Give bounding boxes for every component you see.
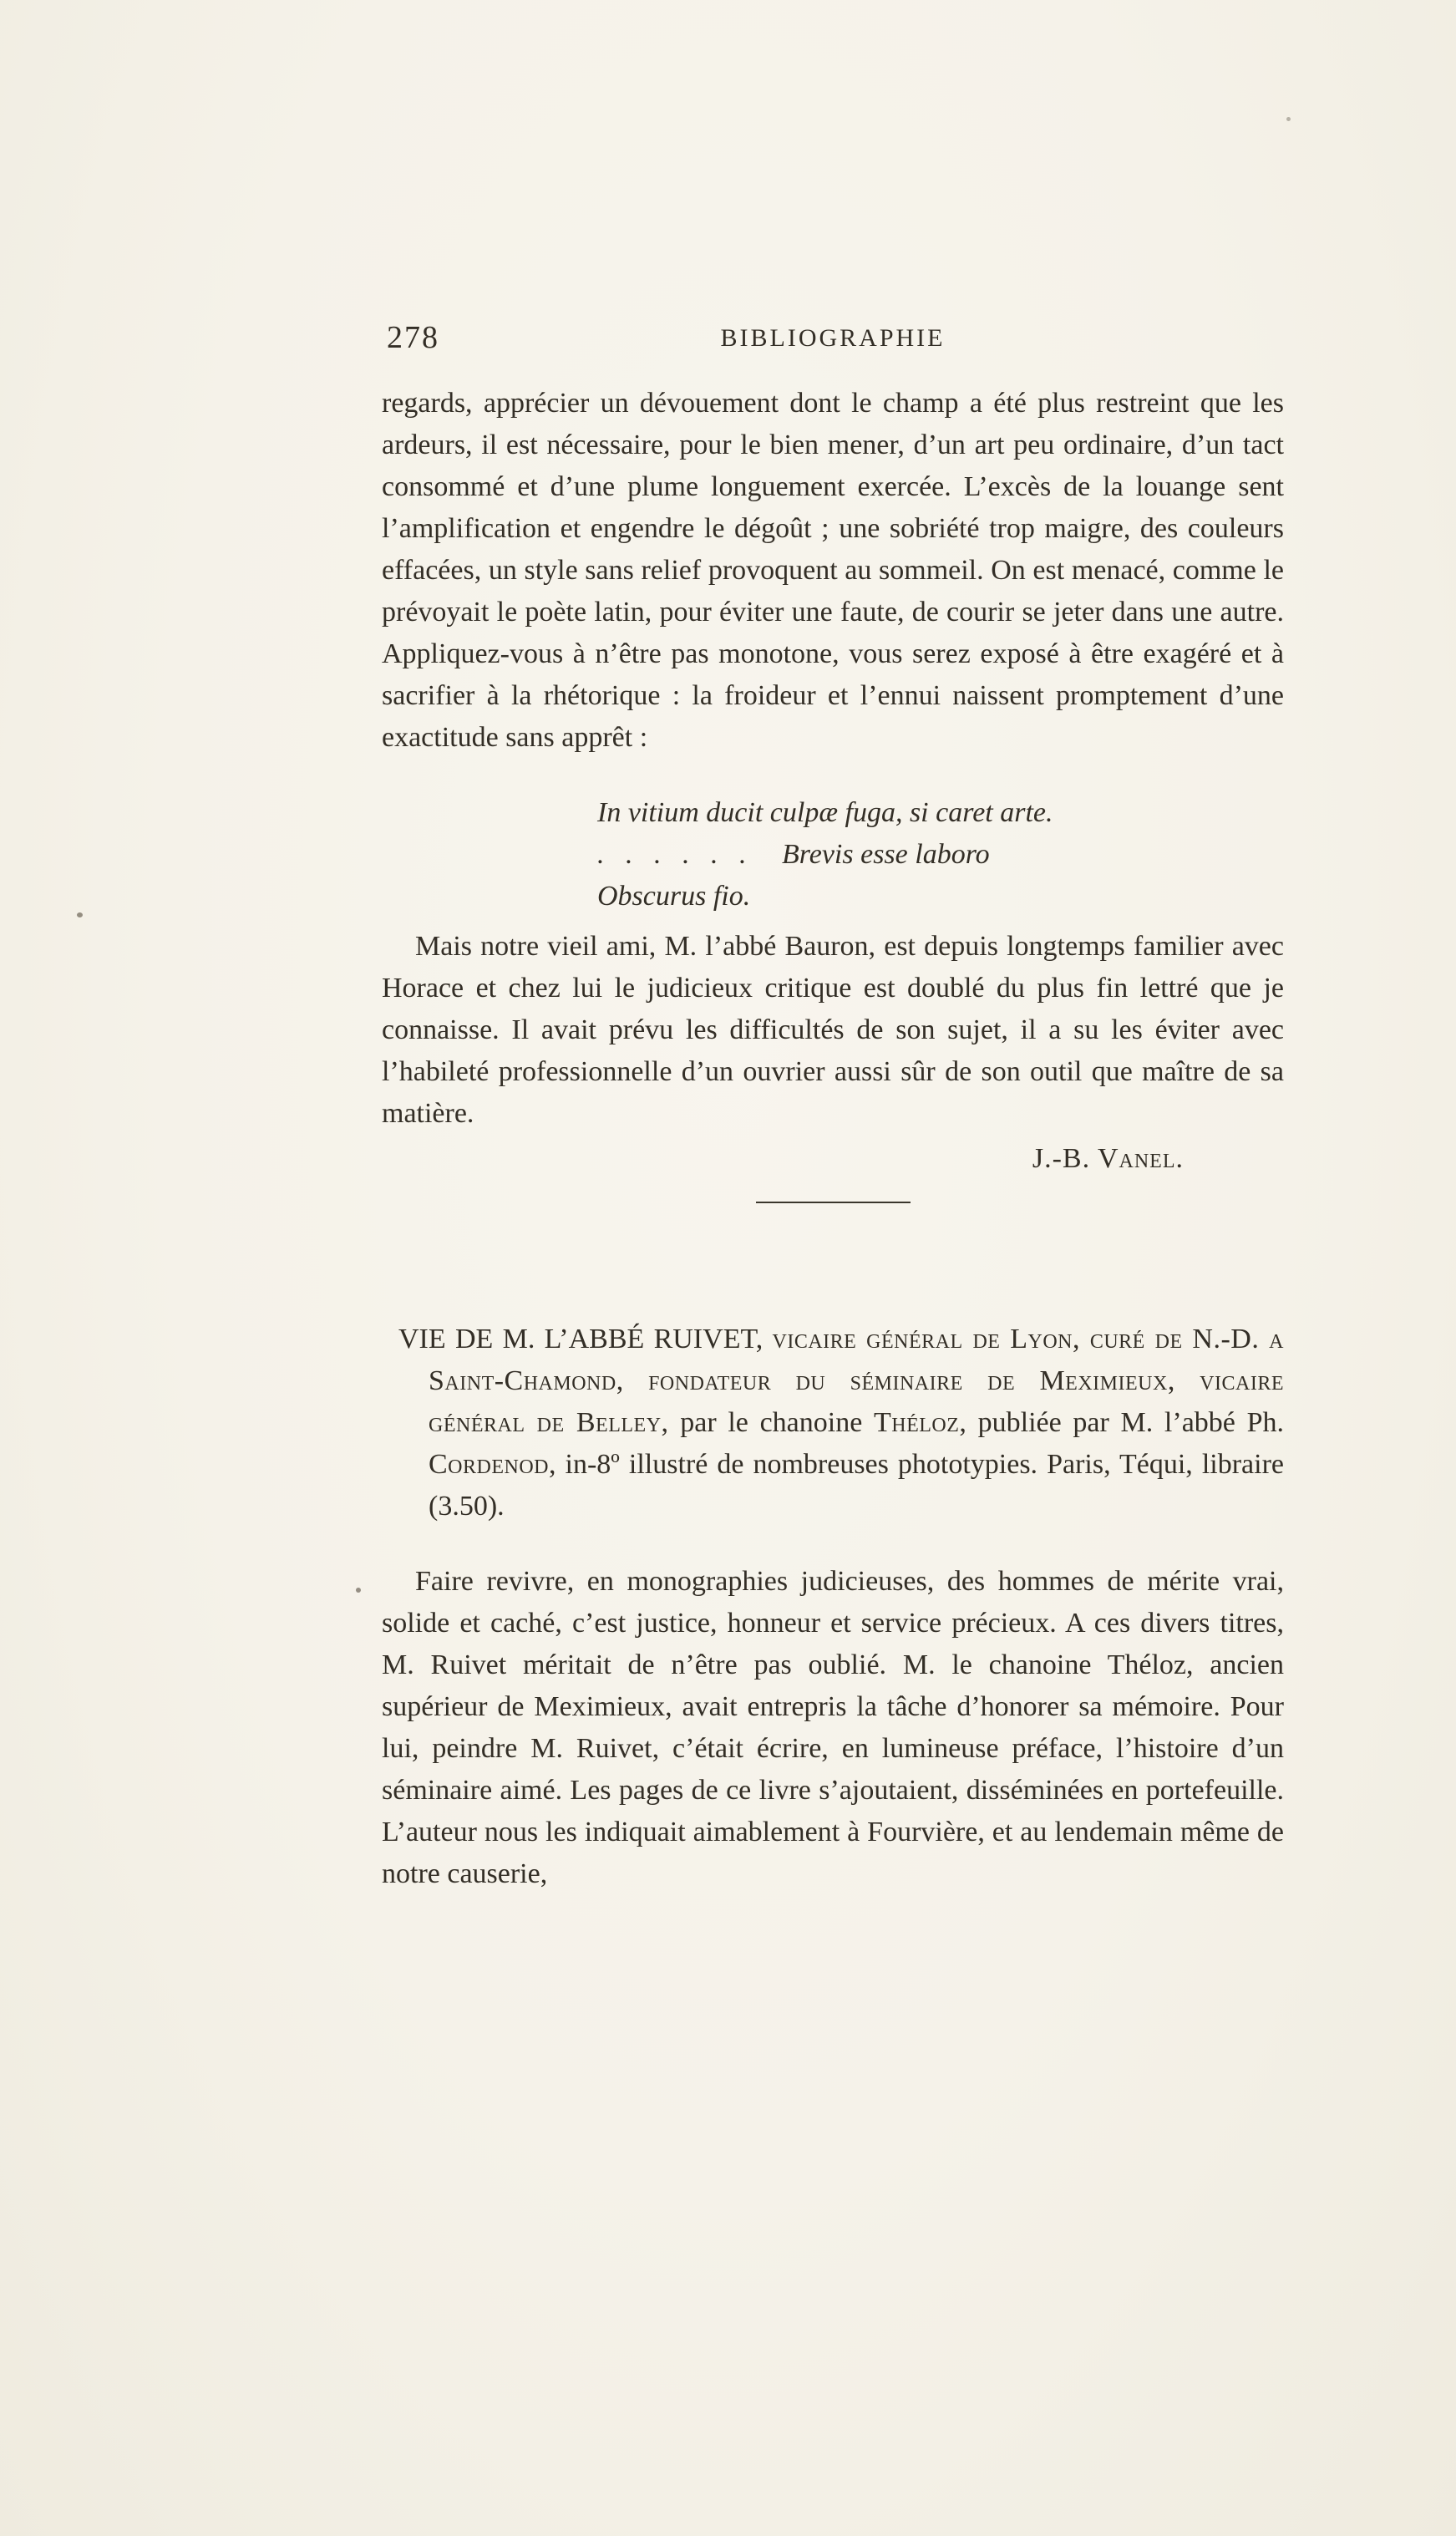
verse-line-1: In vitium ducit culpæ fuga, si caret arte. bbox=[597, 797, 1053, 828]
heading-author-theloz: Théloz bbox=[874, 1407, 960, 1438]
paragraph-bauron: Mais notre vieil ami, M. l’abbé Bauron, est depuis longtemps familier avec Horace et chez lui le judicieux critique est doublé du plus fin lettré que je connaisse. Il avait prévu les difficultés de son sujet, il a su les éviter avec l’habileté professionnelle d’un ouvrier aussi sûr de son outil que maître de sa matière. bbox=[382, 931, 1284, 1129]
verse-line-2: . . . . . . Brevis esse laboro bbox=[597, 839, 990, 870]
running-title: BIBLIOGRAPHIE bbox=[720, 324, 946, 352]
section-divider-rule bbox=[756, 1202, 911, 1203]
paragraph-faire-revivre: Faire revivre, en monographies judicieuses, des hommes de mérite vrai, solide et caché, c’est justice, honneur et service précieux. A ces divers titres, M. Ruivet méritait de n’être pas oublié. M. le chanoine Théloz, ancien supérieur de Meximieux, avait entrepris la tâche d’honorer sa mémoire. Pour lui, peindre M. Ruivet, c’était écrire, en lumineuse préface, l’histoire d’un séminaire aimé. Les pages de ce livre s’ajoutaient, disséminées en portefeuille. L’auteur nous les indiquait aimablement à Fourvière, et au lendemain même de notre causerie, bbox=[382, 1566, 1284, 1889]
heading-byline: par le chanoine bbox=[668, 1407, 874, 1438]
heading-titles-smallcaps: vicaire général de Lyon, curé de N.-D. a Saint-Chamond, fondateur du séminaire de Meximieux, vicaire général de Belley, bbox=[429, 1324, 1285, 1438]
scan-speck bbox=[77, 912, 83, 917]
scan-speck bbox=[1286, 117, 1291, 121]
page-header bbox=[382, 318, 1284, 359]
heading-title-caps: VIE DE M. L’ABBÉ RUIVET, bbox=[398, 1324, 773, 1354]
page-number: 278 bbox=[387, 320, 439, 355]
author-signature: J.-B. Vanel. bbox=[1032, 1143, 1184, 1174]
scan-speck bbox=[356, 1588, 361, 1593]
bibliography-entry-heading bbox=[398, 1319, 1284, 1527]
verse-line-3: Obscurus fio. bbox=[597, 881, 751, 912]
heading-imprint: , in-8º illustré de nombreuses phototypies. Paris, Téqui, libraire (3.50). bbox=[429, 1449, 1284, 1522]
heading-editor-cordenod: Cordenod bbox=[429, 1449, 550, 1480]
paragraph-regards: regards, apprécier un dévouement dont le champ a été plus restreint que les ardeurs, il est nécessaire, pour le bien mener, d’un art peu ordinaire, d’un tact consommé et d’une plume longuement exercée. L’excès de la louange sent l’amplification et engendre le dégoût ; une sobriété trop maigre, des couleurs effacées, un style sans relief provoquent au sommeil. On est menacé, comme le prévoyait le poète latin, pour éviter une faute, de courir se jeter dans une autre. Appliquez-vous à n’être pas monotone, vous serez exposé à être exagéré et à sacrifier à la rhétorique : la froideur et l’ennui naissent promptement d’une exactitude sans apprêt : bbox=[382, 388, 1284, 753]
heading-published-by: , publiée par M. l’abbé Ph. bbox=[959, 1407, 1284, 1438]
text-column bbox=[382, 318, 1284, 1895]
latin-verse-quote bbox=[597, 792, 1284, 917]
